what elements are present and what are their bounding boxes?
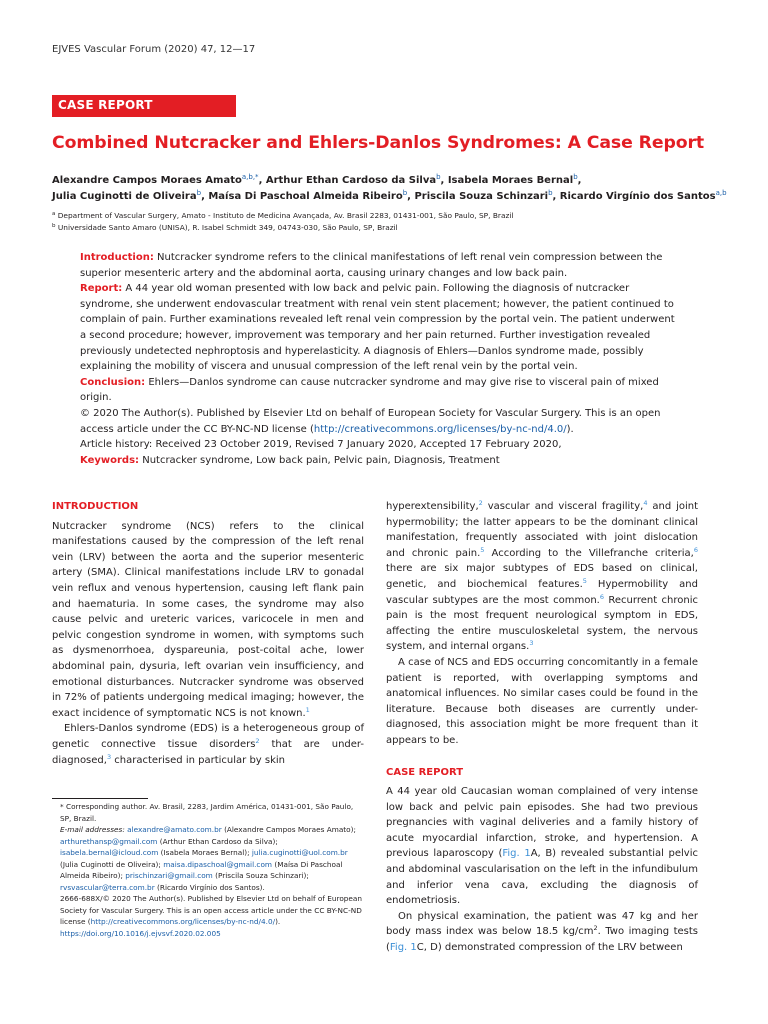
paragraph: A case of NCS and EDS occurring concomitantly in a female patient is reported, with overlapping symptoms and anatomical influences. No similar cases could be found in the literature. Because both diseases are currently under-diagnosed, this association might be more frequent than it appears to be.	[386, 656, 698, 746]
author: Ricardo Virgínio dos Santos$^{a,b}$	[559, 189, 727, 202]
author-affiliation-mark[interactable]: b	[548, 189, 553, 197]
affiliation: $^b$ Universidade Santo Amaro (UNISA), R. Isabel Schmidt 349, 04743-030, São Paulo, SP, Brazil	[52, 223, 398, 232]
citation-link[interactable]: 2	[478, 499, 483, 507]
citation-link[interactable]: 5	[582, 576, 587, 585]
abstract-introduction: Introduction: Nutcracker syndrome refers to the clinical manifestations of left renal vein compression between the superior mesenteric artery and the abdominal aorta, causing urinary changes and low back pain.	[80, 252, 663, 279]
paragraph: Ehlers-Danlos syndrome (EDS) is a heterogeneous group of genetic connective tissue disorders$^2$ that are under-diagnosed,$^3$ characterised in particular by skin	[52, 723, 364, 766]
author-affiliation-mark[interactable]: b	[196, 189, 202, 197]
abstract-report: Report: A 44 year old woman presented with low back and pelvic pain. Following the diagnosis of nutcracker syndrome, she underwent endovascular treatment with renal vein stent placement; however, the patient continued to complain of pain. Further examinations revealed left renal vein compression by the portal vein. The patient underwent a second procedure; however, improvement was temporary and her pain returned. Further investigation revealed previously undetected nephroptosis and hyperelasticity. A diagnosis of Ehlers—Danlos syndrome made, possibly explaining the mobility of viscera and unusual compression of the left renal vein by the portal vein.	[80, 283, 675, 373]
paragraph: hyperextensibility,$^2$ vascular and visceral fragility,$^4$ and joint hypermobility; the latter appears to be the dominant clinical manifestation, frequently associated with joint dislocation and chronic pain.$^5$ According to the Villefranche criteria,$^6$ there are six major subtypes of EDS based on clinical, genetic, and biochemical features.$^5$ Hypermobility and vascular subtypes are the most common.$^6$ Recurrent chronic pain is the most frequent neurological symptom in EDS, affecting the entire musculoskeletal system, the nervous system, and internal organs.$^3$	[386, 499, 699, 653]
section-heading-introduction: INTRODUCTION	[52, 501, 139, 512]
right-column	[386, 499, 698, 956]
author-affiliation-mark[interactable]: b	[573, 173, 578, 181]
footnotes	[52, 801, 364, 939]
email-addresses: E-mail addresses: alexandre@amato.com.br (Alexandre Campos Moraes Amato); arthurethansp@gmail.com (Arthur Ethan Cardoso da Silva); isabela.bernal@icloud.com (Isabela Moraes Bernal); julia.cuginotti@uol.com.br (Julia Cuginotti de Oliveira); maisa.dipaschoal@gmail.com (Maísa Di Paschoal Almeida Ribeiro); prischinzari@gmail.com (Priscila Souza Schinzari); rvsvascular@terra.com.br (Ricardo Virgínio dos Santos).	[60, 825, 356, 892]
citation-link[interactable]: 1	[305, 705, 310, 714]
article-title: Combined Nutcracker and Ehlers-Danlos Syndromes: A Case Report	[52, 133, 705, 153]
citation-link[interactable]: 6	[599, 592, 604, 601]
email-link[interactable]: isabela.bernal@icloud.com	[60, 848, 159, 857]
license-link[interactable]: http://creativecommons.org/licenses/by-nc-nd/4.0/	[313, 423, 567, 435]
figure-link[interactable]: Fig. 1	[502, 848, 531, 860]
paragraph: A 44 year old Caucasian woman complained of very intense low back and pelvic pain episodes. She had two previous pregnancies with vaginal deliveries and a family history of acute myocardial infarction, stroke, and hypertension. A previous laparoscopy (Fig. 1A, B) revealed substantial pelvic and abdominal vascularisation on the left in the infundibulum and inferior vena cava, excluding the diagnosis of endometriosis.	[386, 786, 699, 907]
author-affiliation-mark[interactable]: a,b	[715, 189, 727, 197]
citation-link[interactable]: 5	[480, 545, 485, 554]
author: Priscila Souza Schinzari$^b$,	[414, 189, 560, 202]
abstract-conclusion: Conclusion: Ehlers—Danlos syndrome can cause nutcracker syndrome and may give rise to visceral pain of mixed origin.	[80, 376, 659, 404]
doi-link[interactable]: https://doi.org/10.1016/j.ejvsvf.2020.02.005	[60, 928, 221, 938]
figure-link[interactable]: Fig. 1	[389, 942, 417, 954]
author: Arthur Ethan Cardoso da Silva$^b$,	[265, 173, 448, 186]
paragraph: Nutcracker syndrome (NCS) refers to the clinical manifestations caused by the compression of the left renal vein (LRV) between the aorta and the superior mesenteric artery (SMA). Clinical manifestations include LRV to gonadal vein reflux and venous hypertension, causing left flank pain and haematuria. In some cases, the syndrome may also cause pelvic and ureteric varices, varicocele in men and pelvic congestion syndrome in women, with symptoms such as dysmenorrhoea, dyspareunia, post-coital ache, lower abdominal pain, dysuria, left ovarian vein insufficiency, and emotional disturbances. Nutcracker syndrome was observed in 72% of patients undergoing medical imaging; however, the exact incidence of symptomatic NCS is not known.$^1$	[52, 520, 364, 719]
citation-link[interactable]: 4	[643, 499, 648, 507]
affiliations	[52, 210, 732, 234]
author-affiliation-mark[interactable]: b	[402, 189, 408, 197]
paragraph: On physical examination, the patient was 47 kg and her body mass index was below 18.5 $kg/cm^2$. Two imaging tests (Fig. 1C, D) demonstrated compression of the LRV between	[386, 910, 698, 954]
email-link[interactable]: alexandre@amato.com.br	[127, 825, 222, 834]
license-link[interactable]: http://creativecommons.org/licenses/by-nc-nd/4.0/	[90, 917, 276, 926]
author: Isabela Moraes Bernal$^b$,	[447, 173, 582, 186]
abstract	[80, 250, 680, 468]
affiliation: $^a$ Department of Vascular Surgery, Amato - Instituto de Medicina Avançada, Av. Brasil 2283, 01431-001, São Paulo, SP, Brazil	[52, 211, 514, 220]
citation-link[interactable]: 3	[106, 752, 112, 761]
license-note: 2666-688X/© 2020 The Author(s). Published by Elsevier Ltd on behalf of European Society for Vascular Surgery. This is an open access article under the CC BY-NC-ND license (http://creativecommons.org/licenses/by-nc-nd/4.0/).	[60, 894, 363, 926]
left-column	[52, 499, 364, 768]
author: Maísa Di Paschoal Almeida Ribeiro$^b$,	[208, 189, 415, 202]
citation-link[interactable]: 3	[529, 639, 534, 648]
author-list	[52, 173, 732, 205]
author: Julia Cuginotti de Oliveira$^b$,	[52, 189, 209, 202]
footnote-divider	[52, 798, 148, 799]
article-type-badge: CASE REPORT	[52, 95, 236, 117]
article-history: Article history: Received 23 October 2019, Revised 7 January 2020, Accepted 17 February 2020,	[80, 439, 562, 451]
email-link[interactable]: prischinzari@gmail.com	[125, 871, 213, 880]
corresponding-author-note: * Corresponding author. Av. Brasil, 2283, Jardim América, 01431-001, São Paulo, SP, Brazil.	[60, 802, 354, 823]
citation-link[interactable]: 2	[255, 736, 260, 745]
email-link[interactable]: rvsvascular@terra.com.br	[60, 882, 155, 892]
author-affiliation-mark[interactable]: a,b,*	[241, 173, 259, 181]
author-affiliation-mark[interactable]: b	[436, 173, 441, 181]
email-link[interactable]: maisa.dipaschoal@gmail.com	[163, 859, 273, 869]
keywords: Keywords: Nutcracker syndrome, Low back pain, Pelvic pain, Diagnosis, Treatment	[80, 454, 500, 466]
abstract-copyright: © 2020 The Author(s). Published by Elsevier Ltd on behalf of European Society for Vascular Surgery. This is an open access article under the CC BY-NC-ND license (http://creativecommons.org/licenses/by-nc-nd/4.0/).	[80, 407, 661, 435]
citation-link[interactable]: 6	[693, 545, 698, 554]
email-link[interactable]: julia.cuginotti@uol.com.br	[251, 848, 348, 857]
email-link[interactable]: arthurethansp@gmail.com	[60, 836, 158, 846]
section-heading-case-report: CASE REPORT	[386, 766, 464, 778]
author: Alexandre Campos Moraes Amato$^{a,b,*}$,	[52, 173, 266, 186]
journal-reference: EJVES Vascular Forum (2020) 47, 12—17	[52, 44, 256, 55]
